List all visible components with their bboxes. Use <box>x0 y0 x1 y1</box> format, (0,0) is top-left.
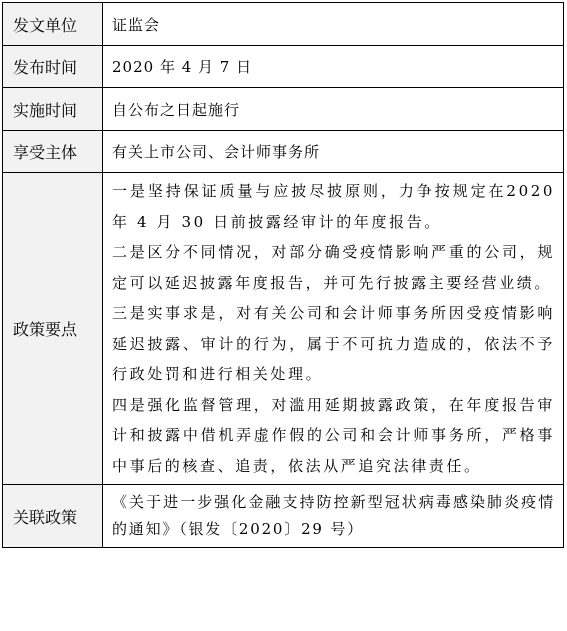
policy-points <box>103 173 564 485</box>
row-value-effective: 自公布之日起施行 <box>103 88 564 131</box>
policy-point-1: 一是坚持保证质量与应披尽披原则，力争按规定在2020 年 4 月 30 日前披露经审计的年度报告。 <box>112 182 555 231</box>
table-row-related <box>3 485 564 548</box>
policy-info-table <box>2 2 564 548</box>
table-row-beneficiary <box>3 131 564 173</box>
policy-point-2: 二是区分不同情况，对部分确受疫情影响严重的公司，规定可以延迟披露年度报告，并可先行披露主要经营业绩。 <box>112 243 555 292</box>
row-label-date: 发布时间 <box>3 46 103 88</box>
row-label-policy: 政策要点 <box>3 173 103 485</box>
row-label-related: 关联政策 <box>3 485 103 548</box>
table-row-date <box>3 46 564 88</box>
policy-point-4: 四是强化监督管理，对滥用延期披露政策，在年度报告审计和披露中借机弄虚作假的公司和会计师事务所，严格事中事后的核查、追责，依法从严追究法律责任。 <box>112 395 555 475</box>
row-label-effective: 实施时间 <box>3 88 103 131</box>
row-label-issuer: 发文单位 <box>3 3 103 46</box>
table-row-effective <box>3 88 564 131</box>
row-value-date: 2020 年 4 月 7 日 <box>103 46 564 88</box>
row-value-issuer: 证监会 <box>103 3 564 46</box>
row-value-beneficiary: 有关上市公司、会计师事务所 <box>103 131 564 173</box>
row-value-related: 《关于进一步强化金融支持防控新型冠状病毒感染肺炎疫情的通知》（银发〔2020〕29 号） <box>103 485 564 548</box>
policy-point-3: 三是实事求是，对有关公司和会计师事务所因受疫情影响延迟披露、审计的行为，属于不可抗力造成的，依法不予行政处罚和进行相关处理。 <box>112 304 555 383</box>
table-row-issuer <box>3 3 564 46</box>
table-row-policy <box>3 173 564 485</box>
row-label-beneficiary: 享受主体 <box>3 131 103 173</box>
